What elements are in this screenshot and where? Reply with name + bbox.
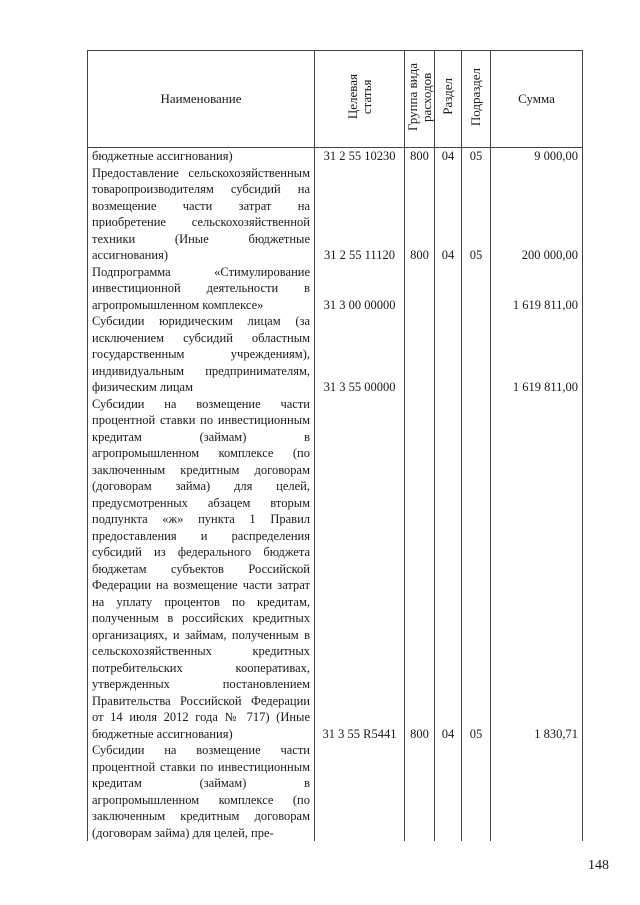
table-row [88, 264, 583, 314]
row-target-article: 31 3 00 00000 [315, 264, 405, 314]
table-row [88, 165, 583, 264]
row-description: Предоставление сельскохозяйственным товаропроизводителям субсидий на возмещение части затрат на приобретение сельскохозяйственной техники (Иные бюджетные ассигнования) [88, 165, 315, 264]
table-row [88, 148, 583, 165]
row-section: 04 [435, 148, 462, 165]
row-section [435, 742, 462, 841]
row-expense-group [405, 264, 435, 314]
row-subsection [462, 264, 491, 314]
table-row [88, 742, 583, 841]
row-target-article: 31 3 55 00000 [315, 313, 405, 396]
row-amount: 9 000,00 [491, 148, 583, 165]
row-amount: 200 000,00 [491, 165, 583, 264]
header-name: Наименование [88, 51, 315, 148]
row-description: Субсидии юридическим лицам (за исключением субсидий областным государственным учреждениям), индивидуальным предпринимателям, физическим лицам [88, 313, 315, 396]
row-description: Субсидии на возмещение части процентной ставки по инвестиционным кредитам (займам) в агропромышленном комплексе (по заключенным кредитным договорам (договорам займа) для целей, пре- [88, 742, 315, 841]
page-number: 148 [588, 858, 609, 873]
row-subsection [462, 313, 491, 396]
row-expense-group: 800 [405, 396, 435, 743]
row-target-article: 31 2 55 11120 [315, 165, 405, 264]
row-subsection: 05 [462, 165, 491, 264]
row-description: бюджетные ассигнования) [88, 148, 315, 165]
row-section [435, 264, 462, 314]
row-target-article: 31 2 55 10230 [315, 148, 405, 165]
row-section: 04 [435, 396, 462, 743]
table-row [88, 313, 583, 396]
row-subsection [462, 742, 491, 841]
row-amount: 1 619 811,00 [491, 264, 583, 314]
header-sum: Сумма [491, 51, 583, 148]
table-header-row [88, 51, 583, 148]
row-amount [491, 742, 583, 841]
row-description: Подпрограмма «Стимулирование инвестиционной деятельности в агропромышленном комплексе» [88, 264, 315, 314]
row-amount: 1 830,71 [491, 396, 583, 743]
row-target-article [315, 742, 405, 841]
header-section: Раздел [435, 51, 462, 148]
row-subsection: 05 [462, 396, 491, 743]
row-expense-group: 800 [405, 148, 435, 165]
header-target-article: Целевая статья [315, 51, 405, 148]
row-description: Субсидии на возмещение части процентной ставки по инвестиционным кредитам (займам) в агропромышленном комплексе (по заключенным кредитным договорам (договорам займа) для целей, предусмотренных абзацем вторым подпункта «ж» пункта 1 Правил предоставления и распределения субсидий из федерального бюджета бюджетам субъектов Российской Федерации на возмещение части затрат на уплату процентов по кредитам, полученным в российских кредитных организациях, и займам, полученным в сельскохозяйственных кредитных потребительских кооперативах, утвержденных постановлением Правительства Российской Федерации от 14 июля 2012 года № 717) (Иные бюджетные ассигнования) [88, 396, 315, 743]
row-section: 04 [435, 165, 462, 264]
row-expense-group [405, 742, 435, 841]
row-target-article: 31 3 55 R5441 [315, 396, 405, 743]
table-row [88, 396, 583, 743]
header-subsection: Подраздел [462, 51, 491, 148]
row-section [435, 313, 462, 396]
row-amount: 1 619 811,00 [491, 313, 583, 396]
row-expense-group: 800 [405, 165, 435, 264]
budget-table [87, 50, 583, 841]
row-subsection: 05 [462, 148, 491, 165]
header-expense-group: Группа вида расходов [405, 51, 435, 148]
row-expense-group [405, 313, 435, 396]
